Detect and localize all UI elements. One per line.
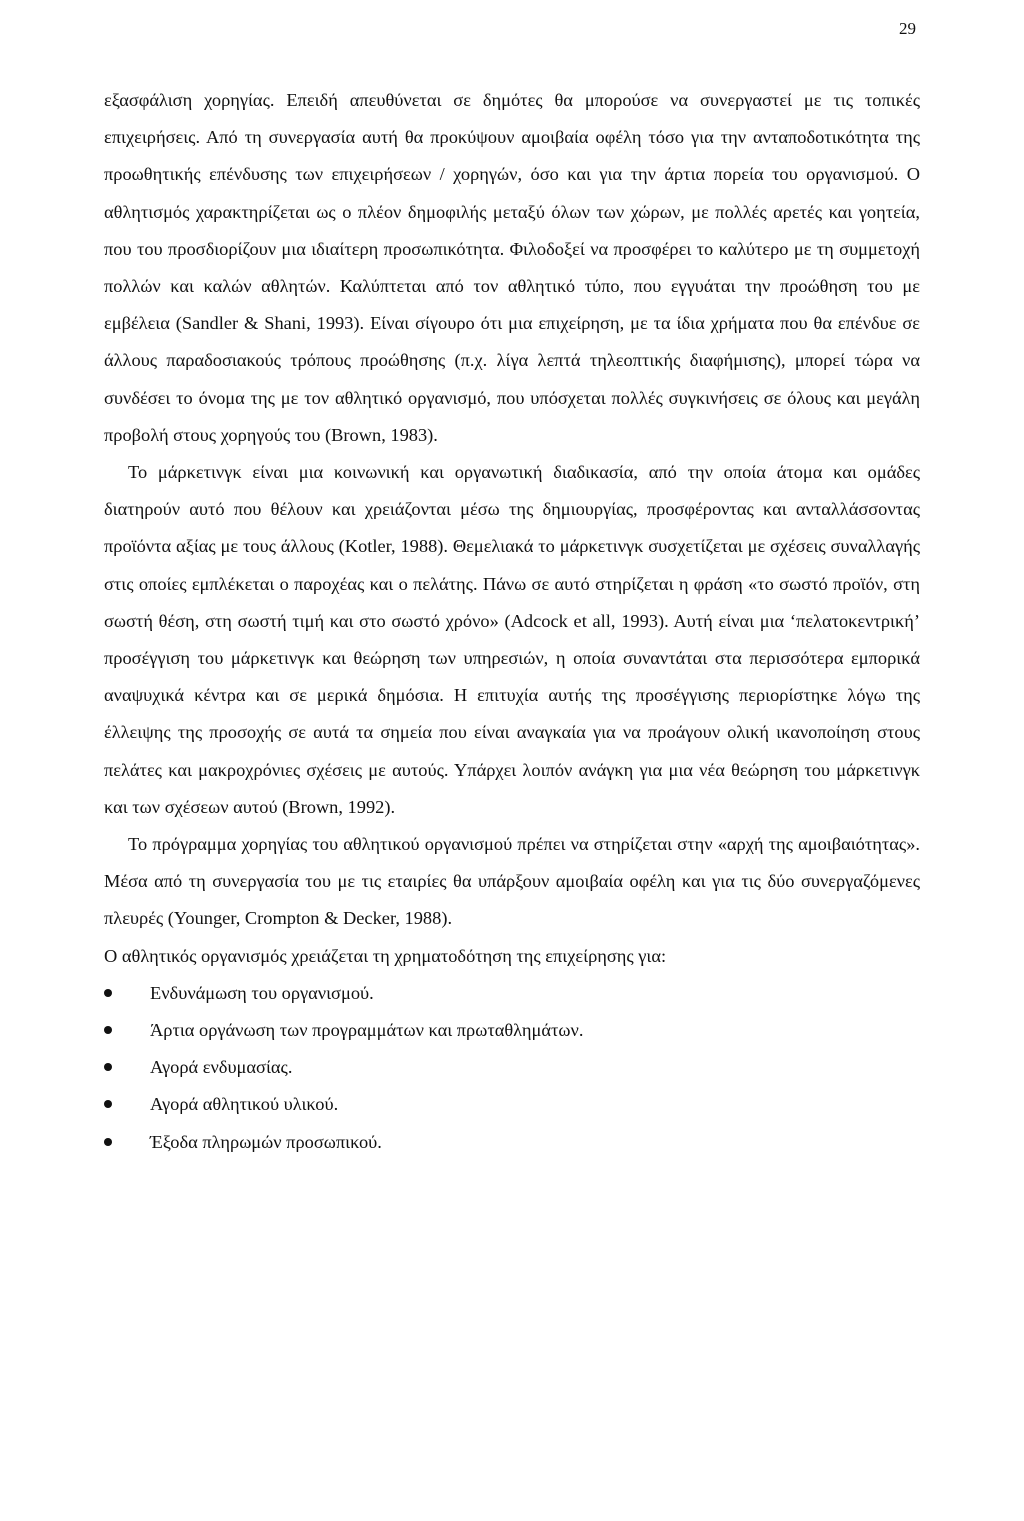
page-number: 29 — [899, 19, 916, 38]
paragraph-1: εξασφάλιση χορηγίας. Επειδή απευθύνεται σε δημότες θα μπορούσε να συνεργαστεί με τις τοπικές επιχειρήσεις. Από τη συνεργασία αυτή θα προκύψουν αμοιβαία οφέλη τόσο για την ανταποδοτικότητα της προωθητικής επένδυσης των επιχειρήσεων / χορηγών, όσο και για την άρτια πορεία του οργανισμού. Ο αθλητισμός χαρακτηρίζεται ως ο πλέον δημοφιλής μεταξύ όλων των χώρων, με πολλές αρετές και γοητεία, που του προσδιορίζουν μια ιδιαίτερη προσωπικότητα. Φιλοδοξεί να προσφέρει το καλύτερο με τη συμμετοχή πολλών και καλών αθλητών. Καλύπτεται από τον αθλητικό τύπο, που εγγυάται την προώθηση του με εμβέλεια (Sandler & Shani, 1993). Είναι σίγουρο ότι μια επιχείρηση, με τα ίδια χρήματα που θα επένδυε σε άλλους παραδοσιακούς τρόπους προώθησης (π.χ. λίγα λεπτά τηλεοπτικής διαφήμισης), μπορεί τώρα να συνδέσει το όνομα της με τον αθλητικό οργανισμό, που υπόσχεται πολλές συγκινήσεις σε όλους και μεγάλη προβολή στους χορηγούς του (Brown, 1983). — [104, 90, 920, 445]
bullet-icon — [104, 1026, 112, 1034]
bullet-text: Άρτια οργάνωση των προγραμμάτων και πρωταθλημάτων. — [150, 1020, 584, 1041]
bullet-item — [104, 1086, 920, 1123]
bullet-text: Έξοδα πληρωμών προσωπικού. — [150, 1131, 382, 1152]
bullet-text: Αγορά ενδυμασίας. — [150, 1057, 293, 1078]
bullet-item — [104, 975, 920, 1012]
bullet-list — [104, 975, 920, 1161]
bullet-text: Αγορά αθλητικού υλικού. — [150, 1094, 339, 1115]
bullet-icon — [104, 1063, 112, 1071]
bullet-text: Ενδυνάμωση του οργανισμού. — [150, 982, 374, 1003]
bullet-icon — [104, 1138, 112, 1146]
bullet-item — [104, 1124, 920, 1161]
bullet-icon — [104, 989, 112, 997]
bullet-item — [104, 1012, 920, 1049]
paragraph-3: Το πρόγραμμα χορηγίας του αθλητικού οργανισμού πρέπει να στηρίζεται στην «αρχή της αμοιβαιότητας». Μέσα από τη συνεργασία του με τις εταιρίες θα υπάρξουν αμοιβαία οφέλη και για τις δύο συνεργαζόμενες πλευρές (Younger, Crompton & Decker, 1988). — [104, 834, 920, 929]
bullet-item — [104, 1049, 920, 1086]
paragraph-2: Το μάρκετινγκ είναι μια κοινωνική και οργανωτική διαδικασία, από την οποία άτομα και ομάδες διατηρούν αυτό που θέλουν και χρειάζονται μέσω της δημιουργίας, προσφέροντας και ανταλλάσσοντας προϊόντα αξίας με τους άλλους (Kotler, 1988). Θεμελιακά το μάρκετινγκ συσχετίζεται με σχέσεις συναλλαγής στις οποίες εμπλέκεται ο παροχέας και ο πελάτης. Πάνω σε αυτό στηρίζεται η φράση «το σωστό προϊόν, στη σωστή θέση, στη σωστή τιμή και στο σωστό χρόνο» (Adcock et all, 1993). Αυτή είναι μια ‘πελατοκεντρική’ προσέγγιση του μάρκετινγκ και θεώρηση των υπηρεσιών, η οποία συναντάται στα περισσότερα εμπορικά αναψυχικά κέντρα και σε μερικά δημόσια. Η επιτυχία αυτής της προσέγγισης περιορίστηκε λόγω της έλλειψης της προσοχής σε αυτά τα σημεία που είναι αναγκαία για να προάγουν ολική ικανοποίηση στους πελάτες και μακροχρόνιες σχέσεις με αυτούς. Υπάρχει λοιπόν ανάγκη για μια νέα θεώρηση του μάρκετινγκ και των σχέσεων αυτού (Brown, 1992). — [104, 462, 920, 817]
document-body — [104, 82, 920, 1161]
paragraph-4: Ο αθλητικός οργανισμός χρειάζεται τη χρηματοδότηση της επιχείρησης για: — [104, 945, 667, 966]
bullet-icon — [104, 1100, 112, 1108]
